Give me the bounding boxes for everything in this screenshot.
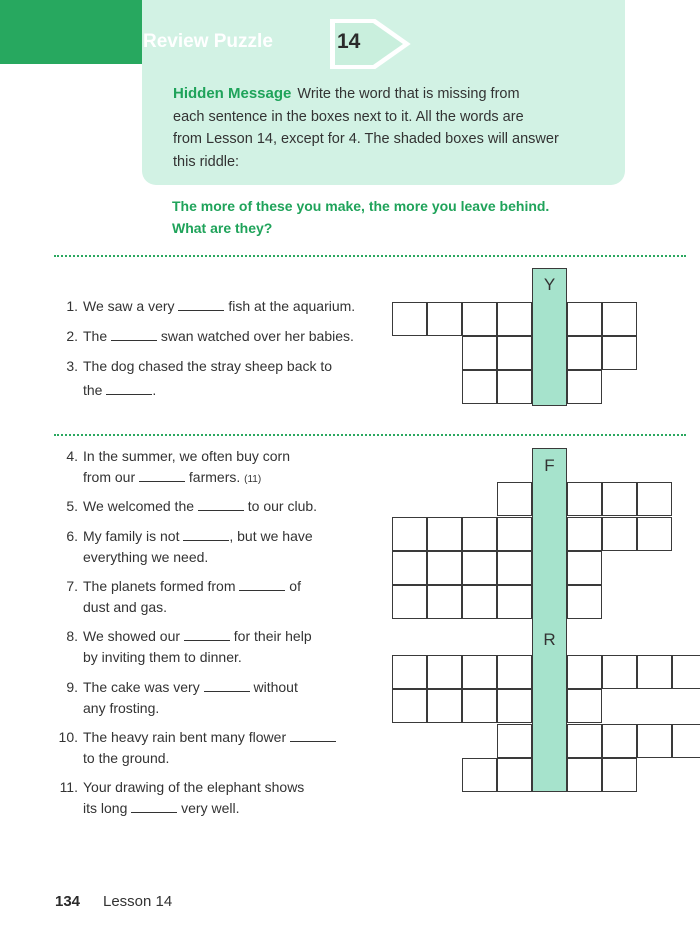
puzzle-box[interactable] xyxy=(462,551,497,585)
puzzle-box[interactable] xyxy=(567,336,602,370)
puzzle-box[interactable] xyxy=(497,517,532,551)
clue-number: 1. xyxy=(66,298,78,314)
answer-blank xyxy=(139,469,185,482)
clue-1 xyxy=(55,296,355,317)
clue-text: any frosting. xyxy=(83,700,160,716)
clue-text: swan watched over her babies. xyxy=(160,328,354,344)
puzzle-box[interactable] xyxy=(602,482,637,516)
clue-text: dust and gas. xyxy=(83,599,168,615)
clue-text: to our club. xyxy=(247,498,318,514)
clue-10 xyxy=(55,727,336,769)
answer-blank xyxy=(178,298,224,311)
clue-number: 2. xyxy=(66,328,78,344)
answer-blank xyxy=(111,328,157,341)
clue-text: The planets formed from xyxy=(83,578,236,594)
clue-number: 4. xyxy=(66,448,78,464)
clue-8 xyxy=(55,626,312,668)
riddle-line: The more of these you make, the more you leave behind. xyxy=(172,198,550,214)
puzzle-box[interactable] xyxy=(567,482,602,516)
answer-blank xyxy=(106,382,152,395)
clue-text: , but we have xyxy=(229,528,313,544)
clue-text: of xyxy=(289,578,301,594)
puzzle-box[interactable] xyxy=(392,302,427,336)
clue-text: its long xyxy=(83,800,128,816)
clue-text: My family is not xyxy=(83,528,180,544)
clue-4 xyxy=(55,446,290,490)
puzzle-box[interactable] xyxy=(567,517,602,551)
puzzle-box[interactable] xyxy=(567,758,602,792)
puzzle-box[interactable] xyxy=(462,585,497,619)
puzzle-box[interactable] xyxy=(497,370,532,404)
puzzle-box[interactable] xyxy=(497,724,532,758)
clue-3 xyxy=(55,356,332,401)
clue-6 xyxy=(55,526,313,568)
puzzle-box[interactable] xyxy=(462,302,497,336)
clue-text: The dog chased the stray sheep back to xyxy=(83,358,333,374)
clue-7 xyxy=(55,576,301,618)
puzzle-box[interactable] xyxy=(602,655,637,689)
puzzle-box[interactable] xyxy=(427,689,462,723)
clue-2 xyxy=(55,326,354,347)
puzzle-box[interactable] xyxy=(392,655,427,689)
clue-text: We saw a very xyxy=(83,298,175,314)
puzzle-box[interactable] xyxy=(462,370,497,404)
page-title: Review Puzzle xyxy=(143,31,273,52)
puzzle-box[interactable] xyxy=(567,370,602,404)
clue-number: 10. xyxy=(58,729,78,745)
clue-text: by inviting them to dinner. xyxy=(83,649,242,665)
clue-11 xyxy=(55,777,304,819)
answer-blank xyxy=(198,498,244,511)
puzzle-box[interactable] xyxy=(602,724,637,758)
puzzle-box[interactable] xyxy=(567,585,602,619)
hidden-letter: Y xyxy=(543,275,556,294)
puzzle-box[interactable] xyxy=(497,689,532,723)
lesson-number: 14 xyxy=(337,30,361,53)
puzzle-box[interactable] xyxy=(497,302,532,336)
puzzle-box[interactable] xyxy=(497,585,532,619)
puzzle-grid xyxy=(392,0,700,925)
puzzle-box[interactable] xyxy=(497,758,532,792)
puzzle-box[interactable] xyxy=(567,724,602,758)
clue-text: the xyxy=(83,382,103,398)
puzzle-box[interactable] xyxy=(427,585,462,619)
puzzle-box[interactable] xyxy=(462,689,497,723)
instructions-line: this riddle: xyxy=(173,153,240,170)
clue-text: from our xyxy=(83,469,136,485)
clue-number: 7. xyxy=(66,578,78,594)
answer-blank xyxy=(290,729,336,742)
clue-number: 5. xyxy=(66,498,78,514)
clue-text: very well. xyxy=(181,800,240,816)
hidden-message-label: Hidden Message xyxy=(173,85,292,102)
clue-text: In the summer, we often buy corn xyxy=(83,448,290,464)
puzzle-box[interactable] xyxy=(427,517,462,551)
riddle-line: What are they? xyxy=(172,220,273,236)
puzzle-box[interactable] xyxy=(567,551,602,585)
clue-text: fish at the aquarium. xyxy=(228,298,356,314)
answer-blank xyxy=(183,528,229,541)
puzzle-box[interactable] xyxy=(427,302,462,336)
answer-blank xyxy=(184,628,230,641)
puzzle-box[interactable] xyxy=(497,655,532,689)
puzzle-box[interactable] xyxy=(602,302,637,336)
clue-text: for their help xyxy=(233,628,312,644)
answer-blank xyxy=(239,578,285,591)
clue-9 xyxy=(55,677,298,719)
clue-text: everything we need. xyxy=(83,549,209,565)
clue-text: The heavy rain bent many flower xyxy=(83,729,287,745)
puzzle-box[interactable] xyxy=(672,655,700,689)
puzzle-box[interactable] xyxy=(637,724,672,758)
clue-5 xyxy=(55,496,317,517)
puzzle-box[interactable] xyxy=(672,724,700,758)
clue-text: Your drawing of the elephant shows xyxy=(83,779,305,795)
puzzle-box[interactable] xyxy=(392,517,427,551)
puzzle-box[interactable] xyxy=(427,655,462,689)
puzzle-box[interactable] xyxy=(462,336,497,370)
clue-number: 3. xyxy=(66,358,78,374)
puzzle-box[interactable] xyxy=(637,655,672,689)
puzzle-box[interactable] xyxy=(497,551,532,585)
clue-text: The xyxy=(83,328,108,344)
puzzle-box[interactable] xyxy=(567,655,602,689)
clue-number: 8. xyxy=(66,628,78,644)
puzzle-box[interactable] xyxy=(392,585,427,619)
puzzle-box[interactable] xyxy=(602,517,637,551)
puzzle-box[interactable] xyxy=(497,482,532,516)
instructions-line: Write the word that is missing from xyxy=(297,86,520,102)
answer-blank xyxy=(131,800,177,813)
puzzle-box[interactable] xyxy=(602,758,637,792)
puzzle-box[interactable] xyxy=(637,517,672,551)
page-number: 134 xyxy=(55,893,81,910)
puzzle-box[interactable] xyxy=(427,551,462,585)
clue-text: without xyxy=(253,679,298,695)
puzzle-box[interactable] xyxy=(392,551,427,585)
puzzle-box[interactable] xyxy=(497,336,532,370)
puzzle-box[interactable] xyxy=(602,336,637,370)
clue-number: 11. xyxy=(59,779,78,795)
puzzle-box[interactable] xyxy=(392,689,427,723)
clue-text: . xyxy=(152,382,157,398)
clue-text: to the ground. xyxy=(83,750,170,766)
instructions-line: each sentence in the boxes next to it. All the words are xyxy=(173,108,524,125)
puzzle-box[interactable] xyxy=(462,758,497,792)
puzzle-box[interactable] xyxy=(567,689,602,723)
puzzle-box[interactable] xyxy=(637,482,672,516)
puzzle-box[interactable] xyxy=(567,302,602,336)
clue-text: We welcomed the xyxy=(83,498,195,514)
instructions-line: from Lesson 14, except for 4. The shaded boxes will answer xyxy=(173,131,559,147)
answer-blank xyxy=(204,679,250,692)
clue-number: 9. xyxy=(66,679,78,695)
hidden-letter: F xyxy=(544,456,555,475)
puzzle-box[interactable] xyxy=(462,517,497,551)
clue-text: The cake was very xyxy=(83,679,200,695)
clue-number: 6. xyxy=(66,528,78,544)
clue-text: farmers. xyxy=(188,469,241,485)
puzzle-box[interactable] xyxy=(462,655,497,689)
clue-text: We showed our xyxy=(83,628,181,644)
source-note: (11) xyxy=(244,474,262,485)
footer-lesson-label: Lesson 14 xyxy=(103,893,173,910)
hidden-letter: R xyxy=(543,630,556,649)
shaded-column xyxy=(532,448,567,792)
